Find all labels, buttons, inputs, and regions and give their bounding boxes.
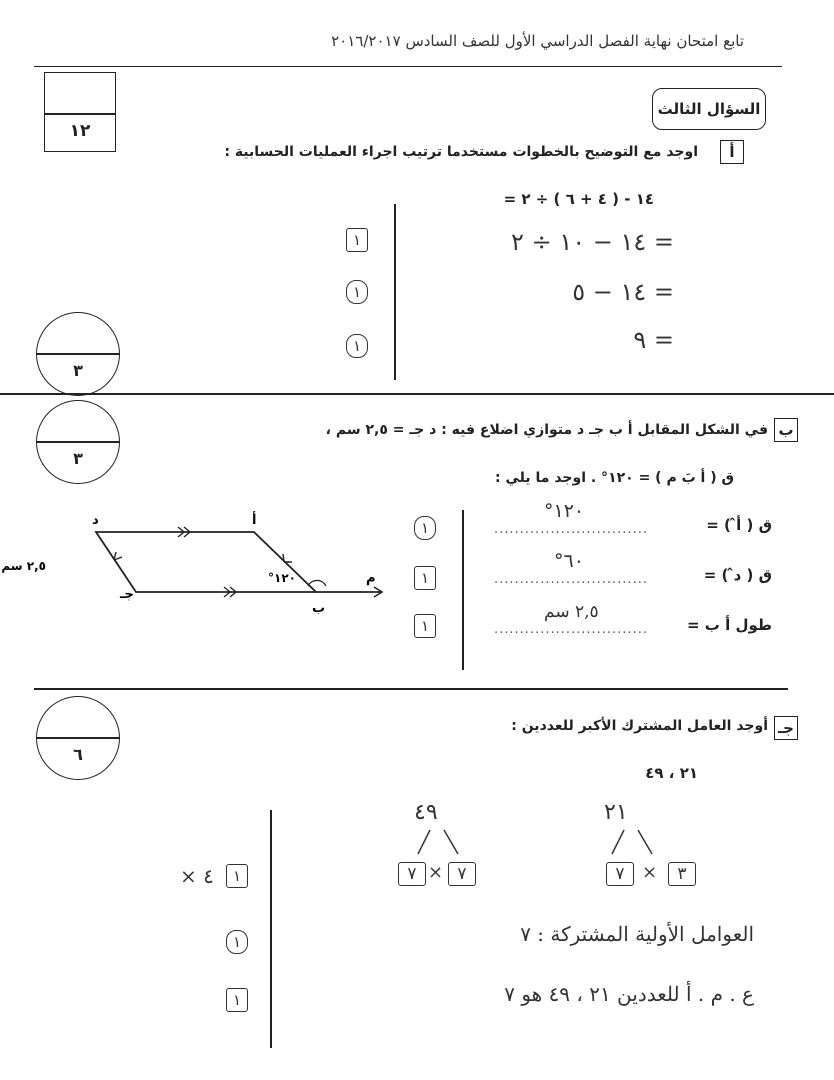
side-length-label: ٢,٥ سم bbox=[1, 559, 46, 573]
tree-49-root: ٤٩ bbox=[414, 800, 438, 825]
vertex-a: أ bbox=[252, 513, 257, 528]
tree-21-root: ٢١ bbox=[604, 800, 628, 825]
answer-dots-3: .............................. bbox=[494, 622, 648, 637]
part-c-mark-3: ١ bbox=[226, 988, 248, 1012]
part-b-mark-3: ١ bbox=[414, 614, 436, 638]
vertex-c: جـ bbox=[120, 587, 134, 602]
total-score: ١٢ bbox=[69, 121, 91, 141]
part-c-numbers: ٢١ ، ٤٩ bbox=[645, 764, 698, 782]
part-a-mark-3: ١ bbox=[346, 334, 368, 358]
answer-dots-2: .............................. bbox=[494, 572, 648, 587]
part-a-divider bbox=[394, 204, 396, 380]
part-a-expression: ١٤ - ( ٤ + ٦ ) ÷ ٢ = bbox=[503, 190, 654, 208]
exam-header: تابع امتحان نهاية الفصل الدراسي الأول للصف السادس ٢٠١٦/٢٠١٧ bbox=[331, 32, 744, 50]
part-b-label: ب bbox=[774, 418, 798, 442]
part-a-mark-1: ١ bbox=[346, 228, 368, 252]
angle-label: ١٢٠° bbox=[268, 571, 296, 585]
question-title: السؤال الثالث bbox=[652, 88, 766, 130]
part-b-mark-2: ١ bbox=[414, 566, 436, 590]
section-divider-1 bbox=[0, 393, 834, 395]
part-a-step-2: = ١٤ − ٥ bbox=[572, 278, 674, 306]
tree-49-branches bbox=[400, 828, 480, 858]
tree-21-left: ٣ bbox=[668, 862, 696, 886]
part-a-instruction: اوجد مع التوضيح بالخطوات مستخدما ترتيب اجراء العمليات الحسابية : bbox=[224, 144, 698, 160]
side-mark-right bbox=[283, 554, 292, 562]
side-mark-left bbox=[114, 552, 122, 560]
part-a-mark-2: ١ bbox=[346, 280, 368, 304]
part-c-score: ٦ bbox=[73, 745, 83, 764]
vertex-d: د bbox=[92, 513, 99, 528]
part-a-step-3: = ٩ bbox=[633, 326, 674, 354]
part-b-score-circle bbox=[36, 400, 120, 484]
part-c-mark-1: ١ bbox=[226, 864, 248, 888]
part-c-common-factors: العوامل الأولية المشتركة : ٧ bbox=[520, 922, 754, 946]
angle-arc bbox=[308, 580, 326, 586]
part-b-given: ق ( أ بَ م ) = ١٢٠° . اوجد ما يلي : bbox=[495, 470, 734, 486]
part-c-mark-2: ١ bbox=[226, 930, 248, 954]
part-c-instruction: أوجد العامل المشترك الأكبر للعددين : bbox=[511, 718, 768, 734]
part-b-answer-1: ١٢٠° bbox=[540, 500, 588, 522]
parallelogram-figure bbox=[1, 500, 400, 630]
tree-21-branches bbox=[594, 828, 674, 858]
tree-21-right: ٧ bbox=[606, 862, 634, 886]
part-b-prompt-2: ق ( د̂ ) = bbox=[703, 566, 772, 584]
point-m: م bbox=[366, 571, 376, 586]
part-b-prompt-1: ق ( أ̂ ) = bbox=[706, 516, 772, 534]
part-a-step-1: = ١٤ − ١٠ ÷ ٢ bbox=[511, 228, 674, 256]
part-b-answer-2: ٦٠° bbox=[550, 550, 588, 572]
part-c-label: جـ bbox=[774, 716, 798, 740]
tree-49-right: ٧ bbox=[398, 862, 426, 886]
part-b-instruction: في الشكل المقابل أ ب جـ د متوازي اضلاع فيه : د جـ = ٢,٥ سم ، bbox=[325, 422, 768, 438]
vertex-b: ب bbox=[312, 601, 326, 616]
part-b-prompt-3: طول أ ب = bbox=[687, 616, 772, 634]
part-b-divider bbox=[462, 510, 464, 670]
part-c-score-circle bbox=[36, 696, 120, 780]
total-score-box bbox=[44, 72, 116, 152]
header-divider bbox=[34, 66, 782, 67]
section-divider-2 bbox=[34, 688, 788, 690]
part-c-gcf-result: ع . م . أ للعددين ٢١ ، ٤٩ هو ٧ bbox=[504, 982, 754, 1006]
part-b-mark-1: ١ bbox=[414, 516, 436, 540]
tree-49-left: ٧ bbox=[448, 862, 476, 886]
part-c-marks-prefix: ٤ × bbox=[180, 864, 214, 888]
part-b-answer-3: ٢,٥ سم bbox=[540, 602, 603, 622]
tree-49-times: × bbox=[428, 862, 444, 883]
part-a-score-circle bbox=[36, 312, 120, 396]
tree-21-times: × bbox=[642, 862, 658, 883]
answer-dots-1: .............................. bbox=[494, 522, 648, 537]
part-c-divider bbox=[270, 810, 272, 1048]
part-a-score: ٣ bbox=[73, 361, 83, 380]
part-b-score: ٣ bbox=[73, 449, 83, 468]
part-a-label: أ bbox=[720, 140, 744, 164]
